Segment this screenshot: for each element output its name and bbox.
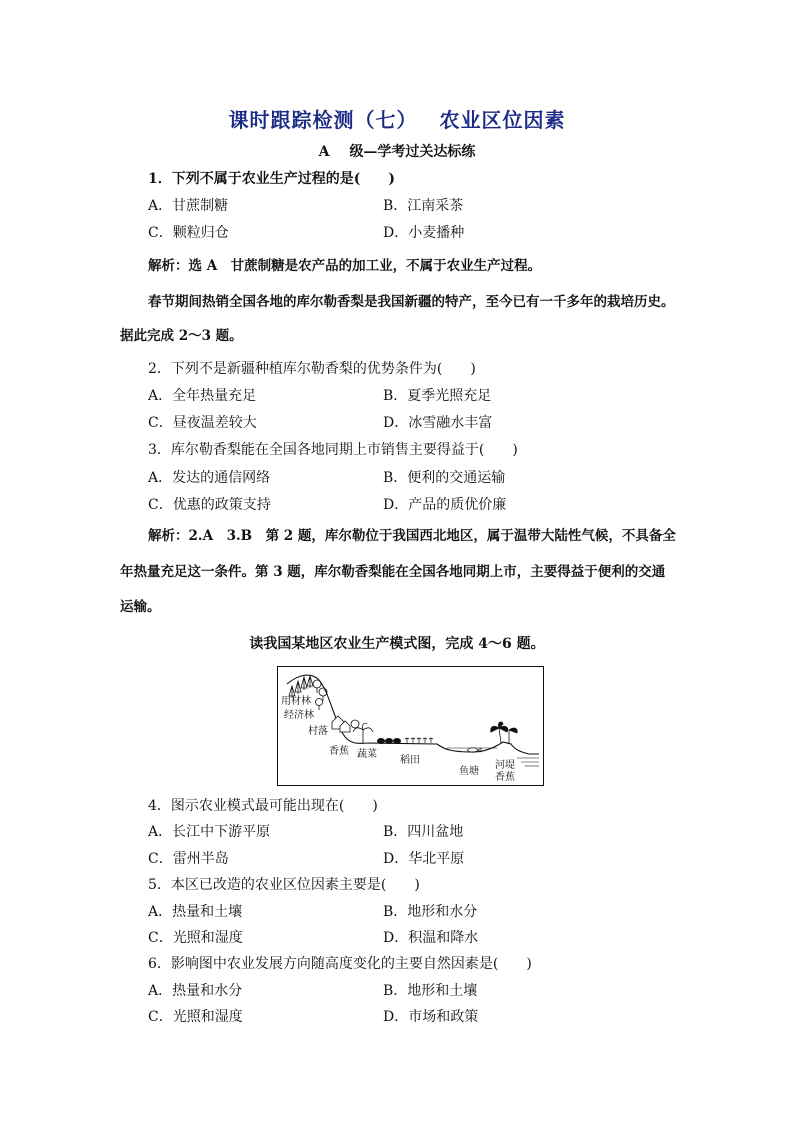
q1-option-b: B．江南采茶 (383, 198, 464, 214)
q4-option-a: A．长江中下游平原 (148, 824, 271, 840)
q1-analysis: 解析：选 A 甘蔗制糖是农产品的加工业，不属于农业生产过程。 (148, 258, 542, 274)
q2-option-b: B．夏季光照充足 (383, 388, 492, 404)
agriculture-model-diagram (277, 666, 544, 786)
q3-option-b: B．便利的交通运输 (383, 470, 506, 486)
section-heading (0, 141, 794, 161)
q6-stem: 6．影响图中农业发展方向随高度变化的主要自然因素是( ) (148, 956, 532, 972)
q3-option-d: D．产品的质优价廉 (383, 497, 507, 513)
q6-option-b: B．地形和土壤 (383, 983, 478, 999)
q3-stem: 3．库尔勒香梨能在全国各地同期上市销售主要得益于( ) (148, 442, 518, 458)
q1-option-d: D．小麦播种 (383, 225, 465, 241)
label-fishpond: 鱼塘 (459, 766, 479, 777)
q4-option-b: B．四川盆地 (383, 824, 464, 840)
q3-option-c: C．优惠的政策支持 (148, 497, 271, 513)
intro-line-1: 春节期间热销全国各地的库尔勒香梨是我国新疆的特产，至今已有一千多年的栽培历史。 (148, 294, 675, 310)
analysis-23-line-3: 运输。 (120, 599, 161, 615)
analysis-23-line-2: 年热量充足这一条件。第 3 题，库尔勒香梨能在全国各地同期上市，主要得益于便利的交通 (120, 564, 666, 580)
label-rice-field: 稻田 (400, 755, 420, 766)
label-vegetable: 蔬菜 (357, 749, 377, 760)
q4-stem: 4．图示农业模式最可能出现在( ) (148, 798, 378, 814)
q2-option-c: C．昼夜温差较大 (148, 415, 257, 431)
q4-option-c: C．雷州半岛 (148, 851, 229, 867)
q6-option-a: A．热量和水分 (148, 983, 243, 999)
label-banana: 香蕉 (329, 746, 349, 757)
figure-caption: 读我国某地区农业生产模式图，完成 4～6 题。 (249, 636, 545, 652)
q5-option-b: B．地形和水分 (383, 904, 478, 920)
vegetable-icon (377, 738, 401, 744)
q5-option-c: C．光照和湿度 (148, 930, 243, 946)
q5-stem: 5．本区已改造的农业区位因素主要是( ) (148, 877, 420, 893)
q6-option-c: C．光照和湿度 (148, 1009, 243, 1025)
q5-option-a: A．热量和土壤 (148, 904, 243, 920)
q4-option-d: D．华北平原 (383, 851, 465, 867)
label-village: 村落 (308, 726, 328, 737)
q6-option-d: D．市场和政策 (383, 1009, 479, 1025)
page-title (0, 104, 794, 133)
q1-stem: 1．下列不属于农业生产过程的是( ) (148, 171, 395, 187)
label-economic-forest: 经济林 (284, 710, 314, 721)
intro-line-2: 据此完成 2～3 题。 (120, 328, 243, 344)
label-timber-forest: 用材林 (281, 696, 311, 707)
label-dike: 河堤 (495, 760, 515, 771)
q2-stem: 2．下列不是新疆种植库尔勒香梨的优势条件为( ) (148, 361, 476, 377)
agriculture-model-figure (277, 666, 544, 786)
section-level: A (318, 144, 330, 160)
label-dike-banana: 香蕉 (495, 772, 515, 783)
title-topic: 农业区位因素 (439, 108, 566, 132)
q2-option-a: A．全年热量充足 (148, 388, 257, 404)
q5-option-d: D．积温和降水 (383, 930, 479, 946)
q3-option-a: A．发达的通信网络 (148, 470, 271, 486)
analysis-23-line-1: 解析：2.A 3.B 第 2 题，库尔勒位于我国西北地区，属于温带大陆性气候，不具备全 (148, 528, 676, 544)
q1-option-a: A．甘蔗制糖 (148, 198, 229, 214)
title-main: 课时跟踪检测（七） (228, 108, 418, 132)
section-name: 级—学考过关达标练 (349, 144, 476, 160)
q2-option-d: D．冰雪融水丰富 (383, 415, 493, 431)
q1-option-c: C．颗粒归仓 (148, 225, 229, 241)
